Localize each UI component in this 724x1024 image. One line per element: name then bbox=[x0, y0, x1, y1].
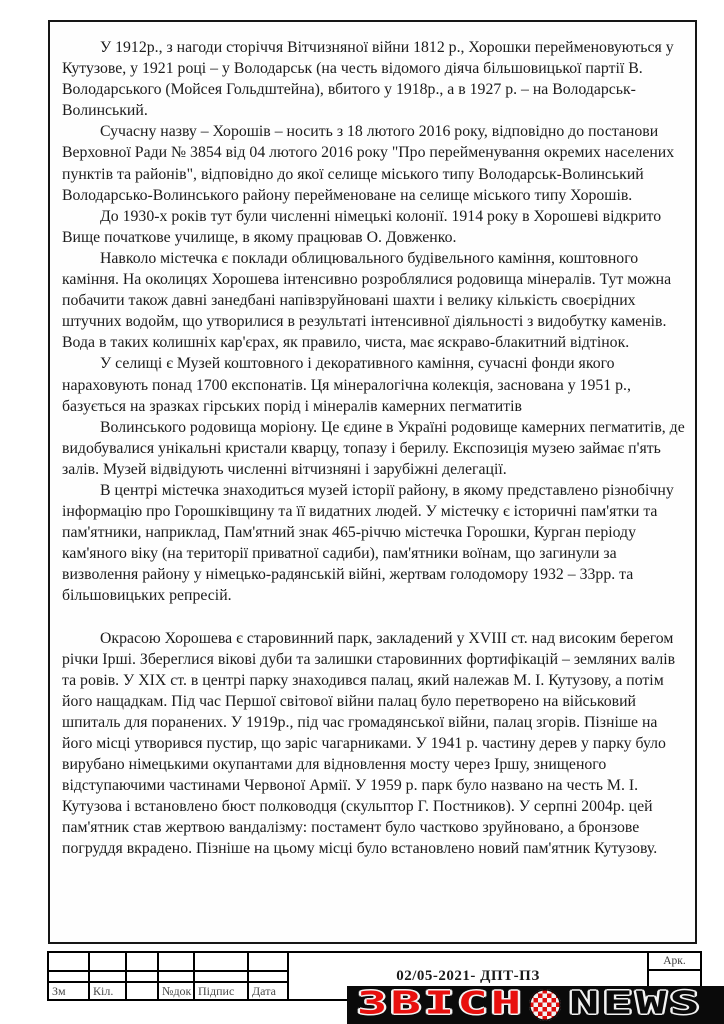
document-code: 02/05-2021- ДПТ-ПЗ bbox=[396, 967, 540, 984]
paragraph-german-colonies: До 1930-х років тут були численні німецькі колонії. 1914 року в Хорошеві відкрито Вище початкове училище, в якому працював О. Довженко. bbox=[62, 207, 662, 246]
logo-text-news: NEWS bbox=[569, 986, 703, 1022]
stamp-label-zm: Зм bbox=[49, 983, 90, 999]
stamp-cell bbox=[127, 953, 159, 972]
revision-table bbox=[47, 951, 289, 1001]
paragraph-renaming-history: У 1912р., з нагоди сторіччя Вітчизняної війни 1812 р., Хорошки перейменовуються у Кутузове, у 1921 році – у Володарськ (на честь відомого діяча більшовицької партії В. Володарського (Мойсея Гольдштейна), вбитого у 1918р., а в 1927 р. – на Володарськ-Волинський. bbox=[62, 39, 674, 120]
stamp-cell bbox=[90, 953, 127, 972]
stamp-label-data: Дата bbox=[252, 983, 276, 998]
text-frame bbox=[48, 20, 697, 944]
stamp-cell bbox=[195, 972, 249, 983]
stamp-label-pidpys: Підпис bbox=[195, 983, 249, 999]
paragraph-modern-name: Сучасну назву – Хорошів – носить з 18 лютого 2016 року, відповідно до постанови Верховної Ради № 3854 від 04 лютого 2016 року "Про перейменування окремих населених пунктів та районів", відповідно до якої селище міського типу Володарськ-Волинський Володарсько-Волинського району перейменоване на селище міського типу Хорошів. bbox=[62, 123, 675, 204]
zvisno-news-logo bbox=[347, 986, 724, 1024]
stamp-cell bbox=[90, 972, 127, 983]
stamp-cell bbox=[159, 953, 195, 972]
stamp-cell bbox=[249, 972, 287, 983]
paragraph-minerals: Навколо містечка є поклади облицювального будівельного каміння, коштовного каміння. На околицях Хорошева інтенсивно розроблялися родовища мінералів. Тут можна побачити також давні занедбані напівзруйновані шахти і велику кількість своєрідних штучних водойм, що утворилися в результаті інтенсивної діяльності з видобутку каменів. Вода в таких колишніх кар'єрах, як правило, чиста, має яскраво-блакитний відтінок. bbox=[62, 249, 672, 352]
paragraph-park: Окрасою Хорошева є старовинний парк, закладений у XVIII ст. над високим берегом річки Ірші. Збереглися вікові дуби та залишки старовинних фортифікацій – земляних валів та ровів. У XIX ст. в центрі парку знаходився палац, який належав М. І. Кутузову, а потім його нащадкам. Під час Першої світової війни палац було перетворено на військовий шпиталь для поранених. У 1919р., під час громадянської війни, палац згорів. Пізніше на його місці утворився пустир, що заріс чагарниками. У 1941 р. частину дерев у парку було вирубано німецькими окупантами для відновлення мосту через Іршу, знищеного відступаючими частинами Червоної Армії. У 1959 р. парк було названо на честь М. І. Кутузова і встановлено бюст полководця (скульптор Г. Постников). У серпні 2004р. цей пам'ятник став жертвою вандалізму: постамент було частково зруйновано, а бронзове погруддя вкрадено. Пізніше на цьому місці було встановлено новий пам'ятник Кутузову. bbox=[62, 629, 676, 858]
sheet-label: Арк. bbox=[649, 953, 700, 971]
stamp-cell bbox=[159, 972, 195, 983]
paragraph-volyn-deposit: Волинського родовища моріону. Це єдине в Україні родовище камерних пегматитів, де видобувалися унікальні кристали кварцу, топазу і берилу. Експозиція музею займає п'ять залів. Музей відвідують численні вітчизняні і зарубіжні делегації. bbox=[62, 418, 685, 478]
stamp-label-ndok: №док bbox=[159, 983, 195, 999]
checkered-ball-icon bbox=[529, 989, 561, 1021]
stamp-cell bbox=[49, 972, 90, 983]
stamp-cell bbox=[49, 953, 90, 972]
stamp-label-kil: Кіл. bbox=[90, 983, 127, 999]
paragraph-history-museum: В центрі містечка знаходиться музей історії району, в якому представлено різнобічну інформацію про Горошківщину та її видатних людей. У містечку є історичні пам'ятки та пам'ятники, наприклад, Пам'ятний знак 465-річчю містечка Горошки, Курган періоду кам'яного віку (на території приватної садиби), пам'ятники воїнам, що загинули за визволення району у німецько-радянській війні, жертвам голодомору 1932 – 33рр. та більшовицьких репресій. bbox=[62, 481, 674, 605]
stamp-cell bbox=[195, 953, 249, 972]
paragraph-museum-stones: У селищі є Музей коштовного і декоративного каміння, сучасні фонди якого нараховують понад 1700 експонатів. Ця мінералогічна колекція, заснована у 1951 р., базується на зразках гірських порід і мінералів камерних пегматитів bbox=[62, 355, 631, 415]
stamp-cell bbox=[127, 972, 159, 983]
stamp-cell bbox=[249, 953, 287, 972]
stamp-label-blank bbox=[127, 983, 159, 999]
logo-text-zvisn: ЗВІСН bbox=[357, 986, 525, 1022]
